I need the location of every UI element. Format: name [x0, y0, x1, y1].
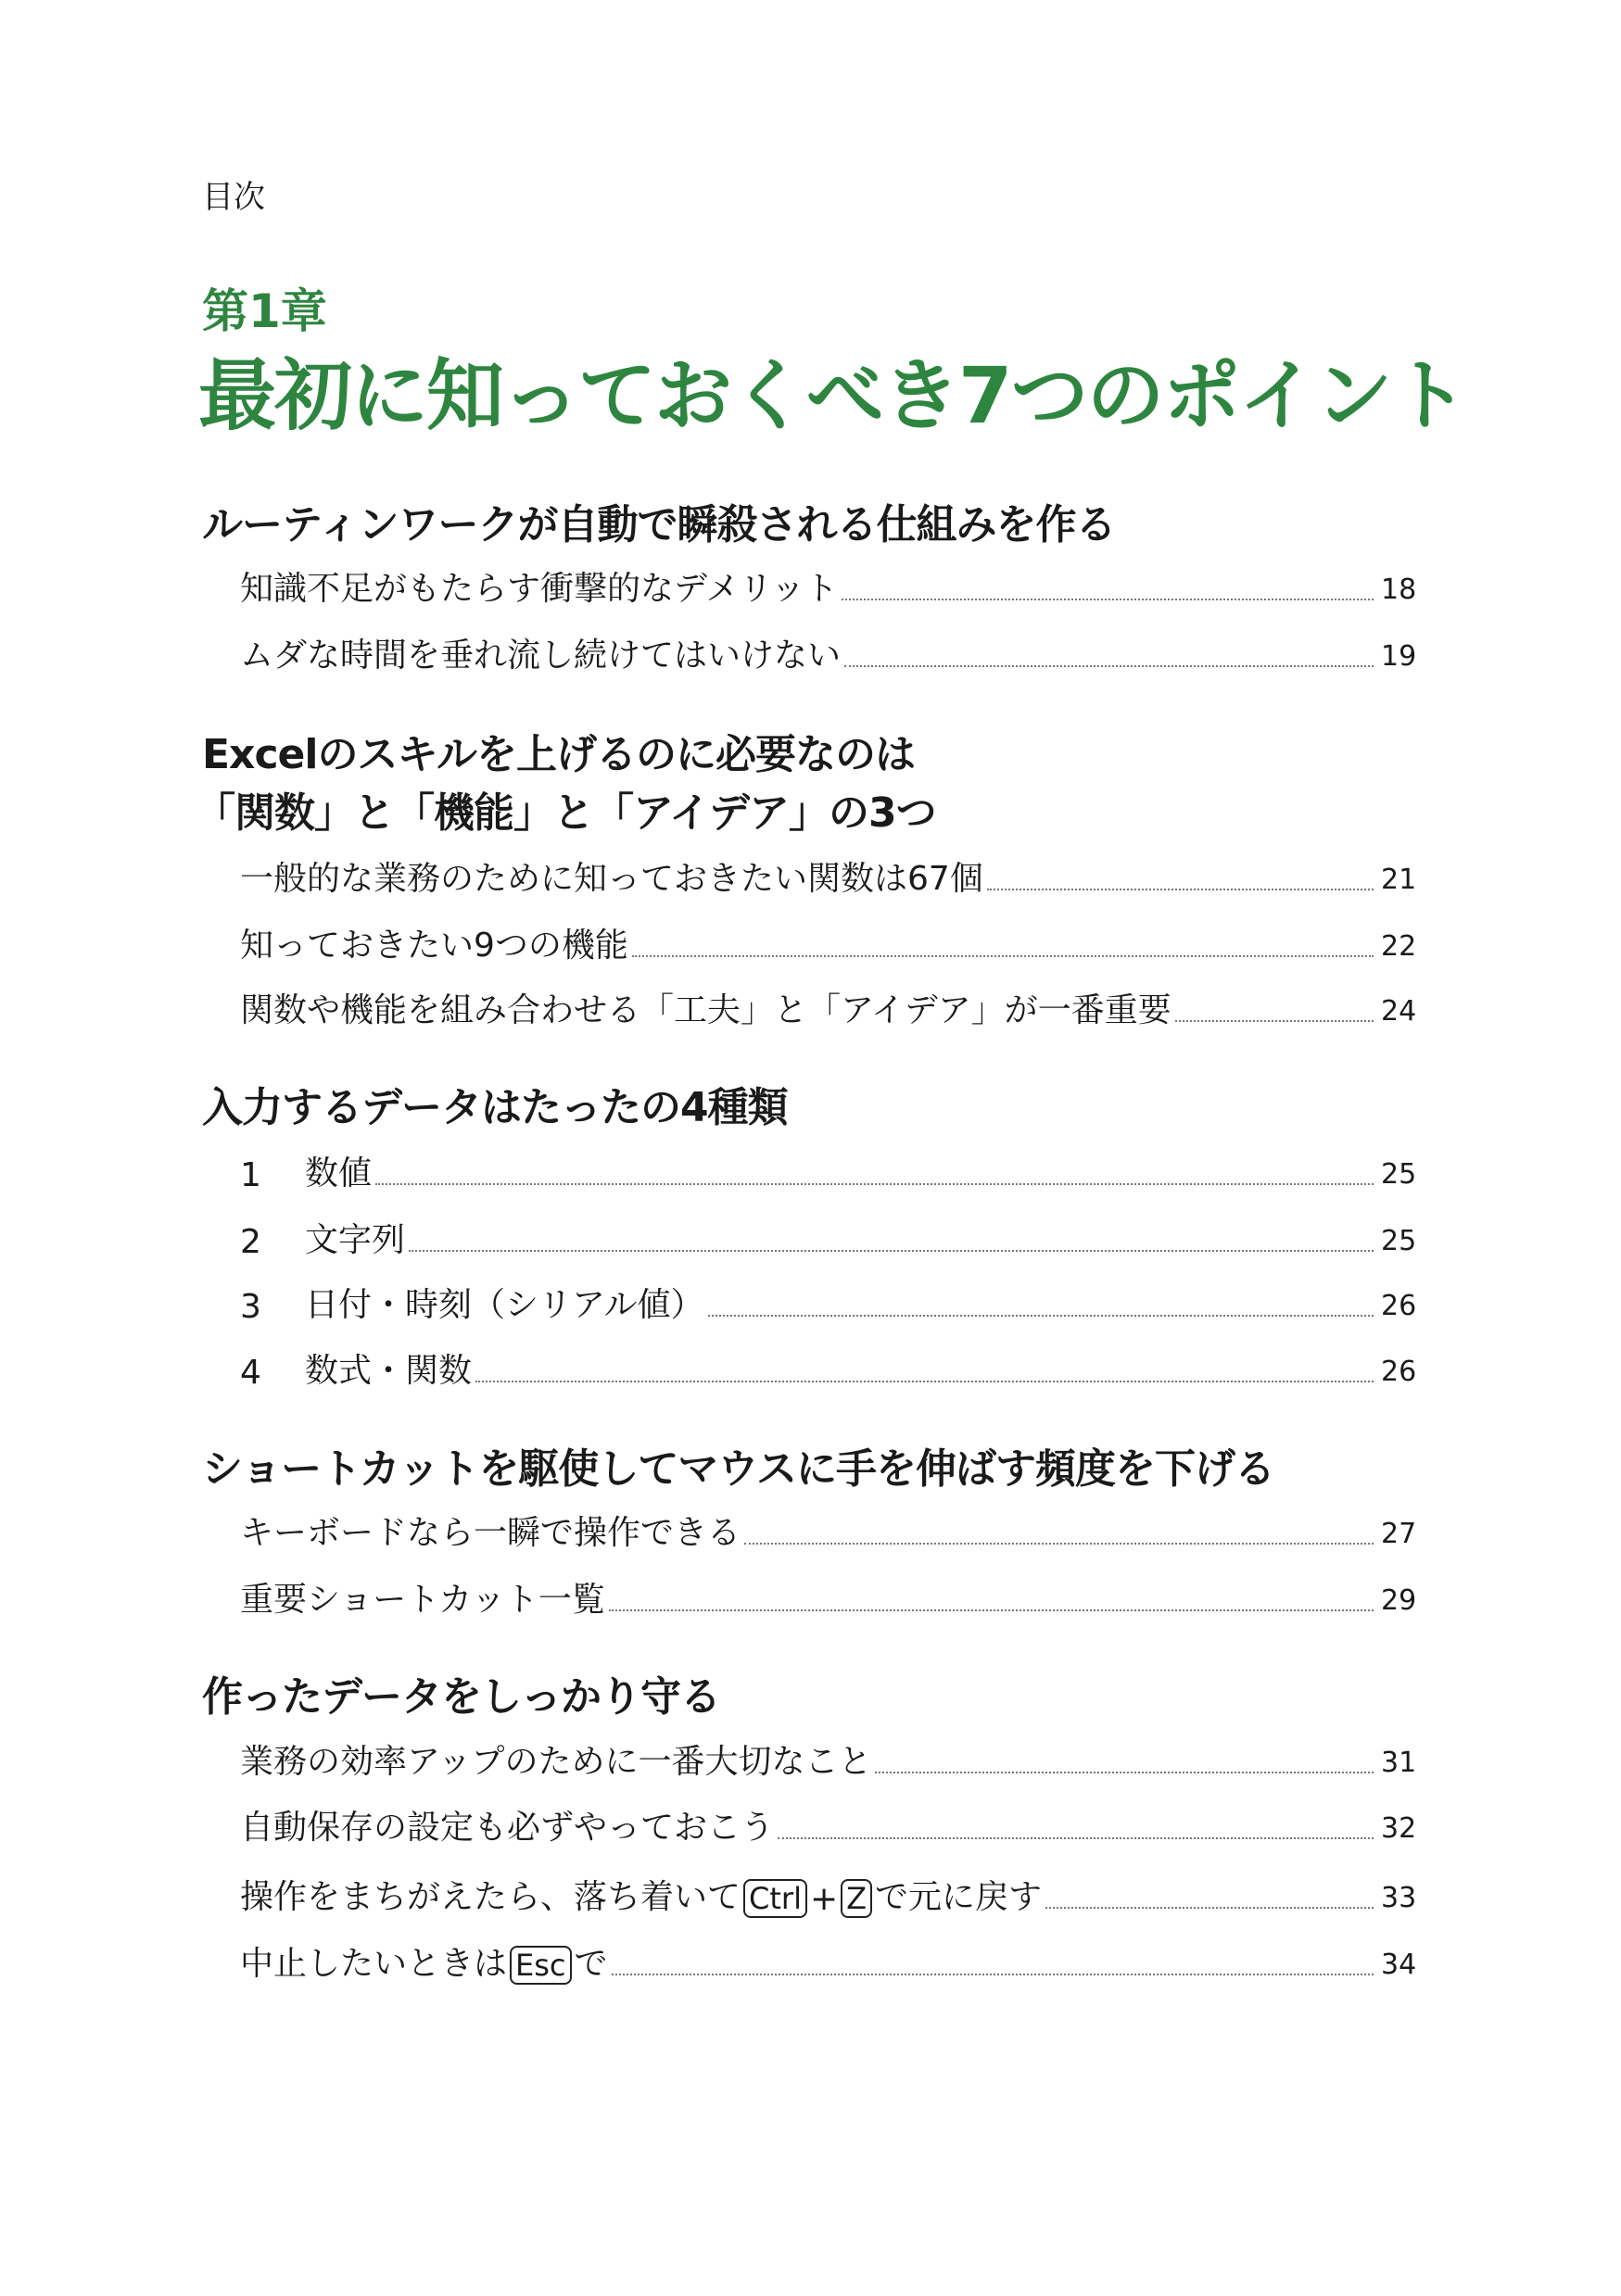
toc-entry[interactable]	[240, 563, 1417, 610]
leader-dots	[778, 1837, 1374, 1839]
entry-text: キーボードなら一瞬で操作できる	[240, 1514, 741, 1552]
leader-dots	[875, 1772, 1374, 1773]
entry-text: 操作をまちがえたら、落ち着いて	[240, 1878, 741, 1916]
item-number: 3	[240, 1288, 261, 1326]
toc-entry[interactable]	[240, 1802, 1417, 1848]
toc-label: 目次	[202, 179, 265, 216]
toc-entry[interactable]	[240, 920, 1417, 966]
section-heading: Excelのスキルを上げるのに必要なのは	[202, 731, 916, 778]
page-number: 33	[1381, 1882, 1417, 1914]
entry-text: 数式・関数	[305, 1352, 473, 1390]
entry-text: 重要ショートカット一覧	[240, 1581, 605, 1619]
entry-text: 知識不足がもたらす衝撃的なデメリット	[240, 570, 839, 608]
page-number: 24	[1381, 995, 1417, 1028]
page-number: 25	[1381, 1158, 1417, 1191]
page-number: 31	[1381, 1747, 1417, 1779]
leader-dots	[609, 1609, 1374, 1611]
entry-text: 数値	[305, 1154, 373, 1192]
page-number: 34	[1381, 1949, 1417, 1981]
page-number: 26	[1381, 1290, 1417, 1322]
toc-entry[interactable]	[240, 1215, 1417, 1261]
leader-dots	[475, 1381, 1374, 1382]
entry-text: 自動保存の設定も必ずやっておこう	[240, 1809, 775, 1847]
leader-dots	[708, 1315, 1374, 1317]
section-heading: ショートカットを駆使してマウスに手を伸ばす頻度を下げる	[202, 1445, 1275, 1493]
leader-dots	[987, 889, 1374, 890]
page-number: 26	[1381, 1356, 1417, 1388]
leader-dots	[409, 1250, 1374, 1252]
leader-dots	[1175, 1020, 1374, 1022]
page-number: 19	[1381, 640, 1417, 673]
entry-text: 業務の効率アップのために一番大切なこと	[240, 1743, 872, 1781]
section-heading: ルーティンワークが自動で瞬殺される仕組みを作る	[202, 501, 1116, 549]
page-number: 29	[1381, 1584, 1417, 1617]
toc-entry[interactable]	[240, 853, 1417, 900]
entry-text: で元に戻す	[875, 1878, 1043, 1916]
leader-dots	[842, 599, 1374, 600]
entry-text: 中止したいときは	[240, 1945, 508, 1983]
toc-entry[interactable]	[240, 1148, 1417, 1194]
entry-text: 知っておきたい9つの機能	[240, 927, 628, 965]
entry-text: 関数や機能を組み合わせる「工夫」と「アイデア」が一番重要	[240, 991, 1171, 1029]
z-key-icon: Z	[841, 1879, 872, 1918]
page-number: 25	[1381, 1225, 1417, 1257]
leader-dots	[612, 1974, 1374, 1975]
toc-entry[interactable]	[240, 1872, 1417, 1918]
page-number: 21	[1381, 864, 1417, 896]
toc-entry[interactable]	[240, 1574, 1417, 1621]
toc-entry[interactable]	[240, 1508, 1417, 1554]
ctrl-key-icon: Ctrl	[743, 1879, 807, 1918]
plus-sign: +	[809, 1880, 839, 1918]
toc-entry[interactable]	[240, 1938, 1417, 1985]
toc-entry[interactable]	[240, 1280, 1417, 1326]
toc-entry[interactable]	[240, 630, 1417, 676]
chapter-number: 第1章	[202, 284, 327, 338]
item-number: 2	[240, 1223, 261, 1261]
leader-dots	[632, 955, 1374, 957]
page-number: 22	[1381, 930, 1417, 963]
entry-text: 日付・時刻（シリアル値）	[305, 1286, 704, 1324]
item-number: 1	[240, 1156, 261, 1194]
section-heading: 作ったデータをしっかり守る	[202, 1673, 720, 1721]
entry-text: 文字列	[305, 1221, 406, 1259]
chapter-title: 最初に知っておくべき7つのポイント	[198, 350, 1467, 441]
entry-text: ムダな時間を垂れ流し続けてはいけない	[240, 637, 842, 675]
leader-dots	[744, 1543, 1374, 1545]
esc-key-icon: Esc	[510, 1946, 571, 1985]
entry-text: 一般的な業務のために知っておきたい関数は67個	[240, 860, 983, 898]
leader-dots	[844, 665, 1374, 667]
page-number: 18	[1381, 574, 1417, 606]
section-heading-line2: 「関数」と「機能」と「アイデア」の3つ	[195, 789, 936, 837]
leader-dots	[1045, 1907, 1374, 1909]
toc-entry[interactable]	[240, 985, 1417, 1031]
toc-entry[interactable]	[240, 1345, 1417, 1392]
item-number: 4	[240, 1354, 261, 1392]
entry-text: で	[574, 1945, 608, 1983]
leader-dots	[375, 1183, 1374, 1185]
section-heading: 入力するデータはたったの4種類	[202, 1084, 788, 1131]
page-number: 32	[1381, 1812, 1417, 1845]
toc-entry[interactable]	[240, 1736, 1417, 1783]
page-number: 27	[1381, 1518, 1417, 1550]
